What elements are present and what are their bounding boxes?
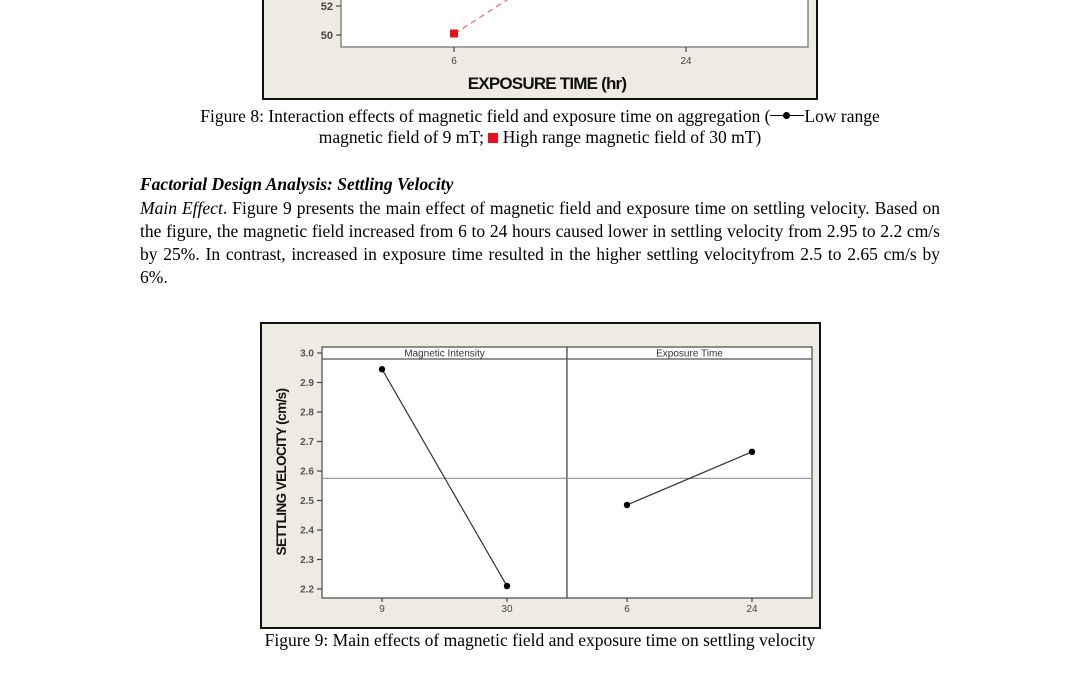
- data-point: [379, 366, 385, 372]
- high-range-legend-icon: [488, 133, 498, 143]
- y-tick-label: 2.5: [300, 496, 314, 507]
- section-heading: Factorial Design Analysis: Settling Velocity: [140, 174, 454, 194]
- y-axis-label: SETTLING VELOCITY (cm/s): [274, 388, 289, 556]
- figure9-chart: [260, 322, 821, 629]
- y-tick-label: 2.8: [300, 407, 314, 419]
- y-tick-label: 52: [320, 1, 333, 13]
- panel-title: Exposure Time: [656, 348, 723, 360]
- y-tick-label: 50: [320, 30, 333, 42]
- figure8-x-axis-label: EXPOSURE TIME (hr): [467, 74, 627, 93]
- figure8-caption-text-2: magnetic field of 9 mT;: [318, 127, 484, 147]
- y-tick-label: 2.2: [300, 584, 314, 596]
- x-tick-label: 24: [680, 56, 692, 67]
- figure9-caption: Figure 9: Main effects of magnetic field and exposure time on settling velocity: [264, 630, 816, 650]
- panel-magnetic-intensity: [322, 347, 567, 615]
- y-tick-label: 2.4: [300, 525, 314, 537]
- data-point: [624, 502, 630, 508]
- panel-exposure-time: [567, 347, 812, 615]
- legend-low-label: Low range: [804, 106, 880, 126]
- figure8-caption-line2: [130, 127, 950, 148]
- figure8-caption-text: Figure 8: Interaction effects of magnetic field and exposure time on aggregation (: [200, 106, 771, 126]
- x-tick-label: 24: [746, 604, 758, 615]
- low-range-legend-icon: [770, 113, 804, 123]
- figure8-plot-area: [341, 0, 808, 47]
- y-tick-label: 3.0: [300, 348, 314, 360]
- paragraph-lead: Main Effect: [140, 198, 223, 218]
- panel-title: Magnetic Intensity: [404, 348, 485, 360]
- data-point: [749, 449, 755, 455]
- y-tick-label: 2.7: [300, 437, 314, 448]
- paragraph-text: . Figure 9 presents the main effect of magnetic field and exposure time on settling velocity. Based on the figure, the magnetic field increased from 6 to 24 hours caused lower in settling velocity from 2.95 to 2.2 cm/s by 25%. In contrast, increased in exposure time resulted in the higher settling velocityfrom 2.5 to 2.65 cm/s by 6%.: [140, 198, 940, 287]
- legend-high-label: High range magnetic field of 30 mT): [502, 127, 762, 147]
- x-tick-label: 6: [451, 56, 457, 67]
- panel-plot-area: [322, 347, 567, 598]
- figure8-chart: [262, 0, 818, 100]
- y-tick-label: 2.6: [300, 466, 314, 478]
- x-tick-label: 9: [379, 604, 385, 615]
- panel-plot-area: [567, 347, 812, 598]
- y-tick-label: 2.3: [300, 555, 314, 566]
- y-tick-label: 2.9: [300, 378, 314, 389]
- x-tick-label: 6: [624, 604, 630, 615]
- section-paragraph: [140, 197, 940, 289]
- x-tick-label: 30: [501, 604, 513, 615]
- figure8-caption-line1: [130, 106, 950, 127]
- high-range-data-point: [450, 30, 458, 38]
- figure8-caption: [130, 106, 950, 148]
- data-point: [504, 583, 510, 589]
